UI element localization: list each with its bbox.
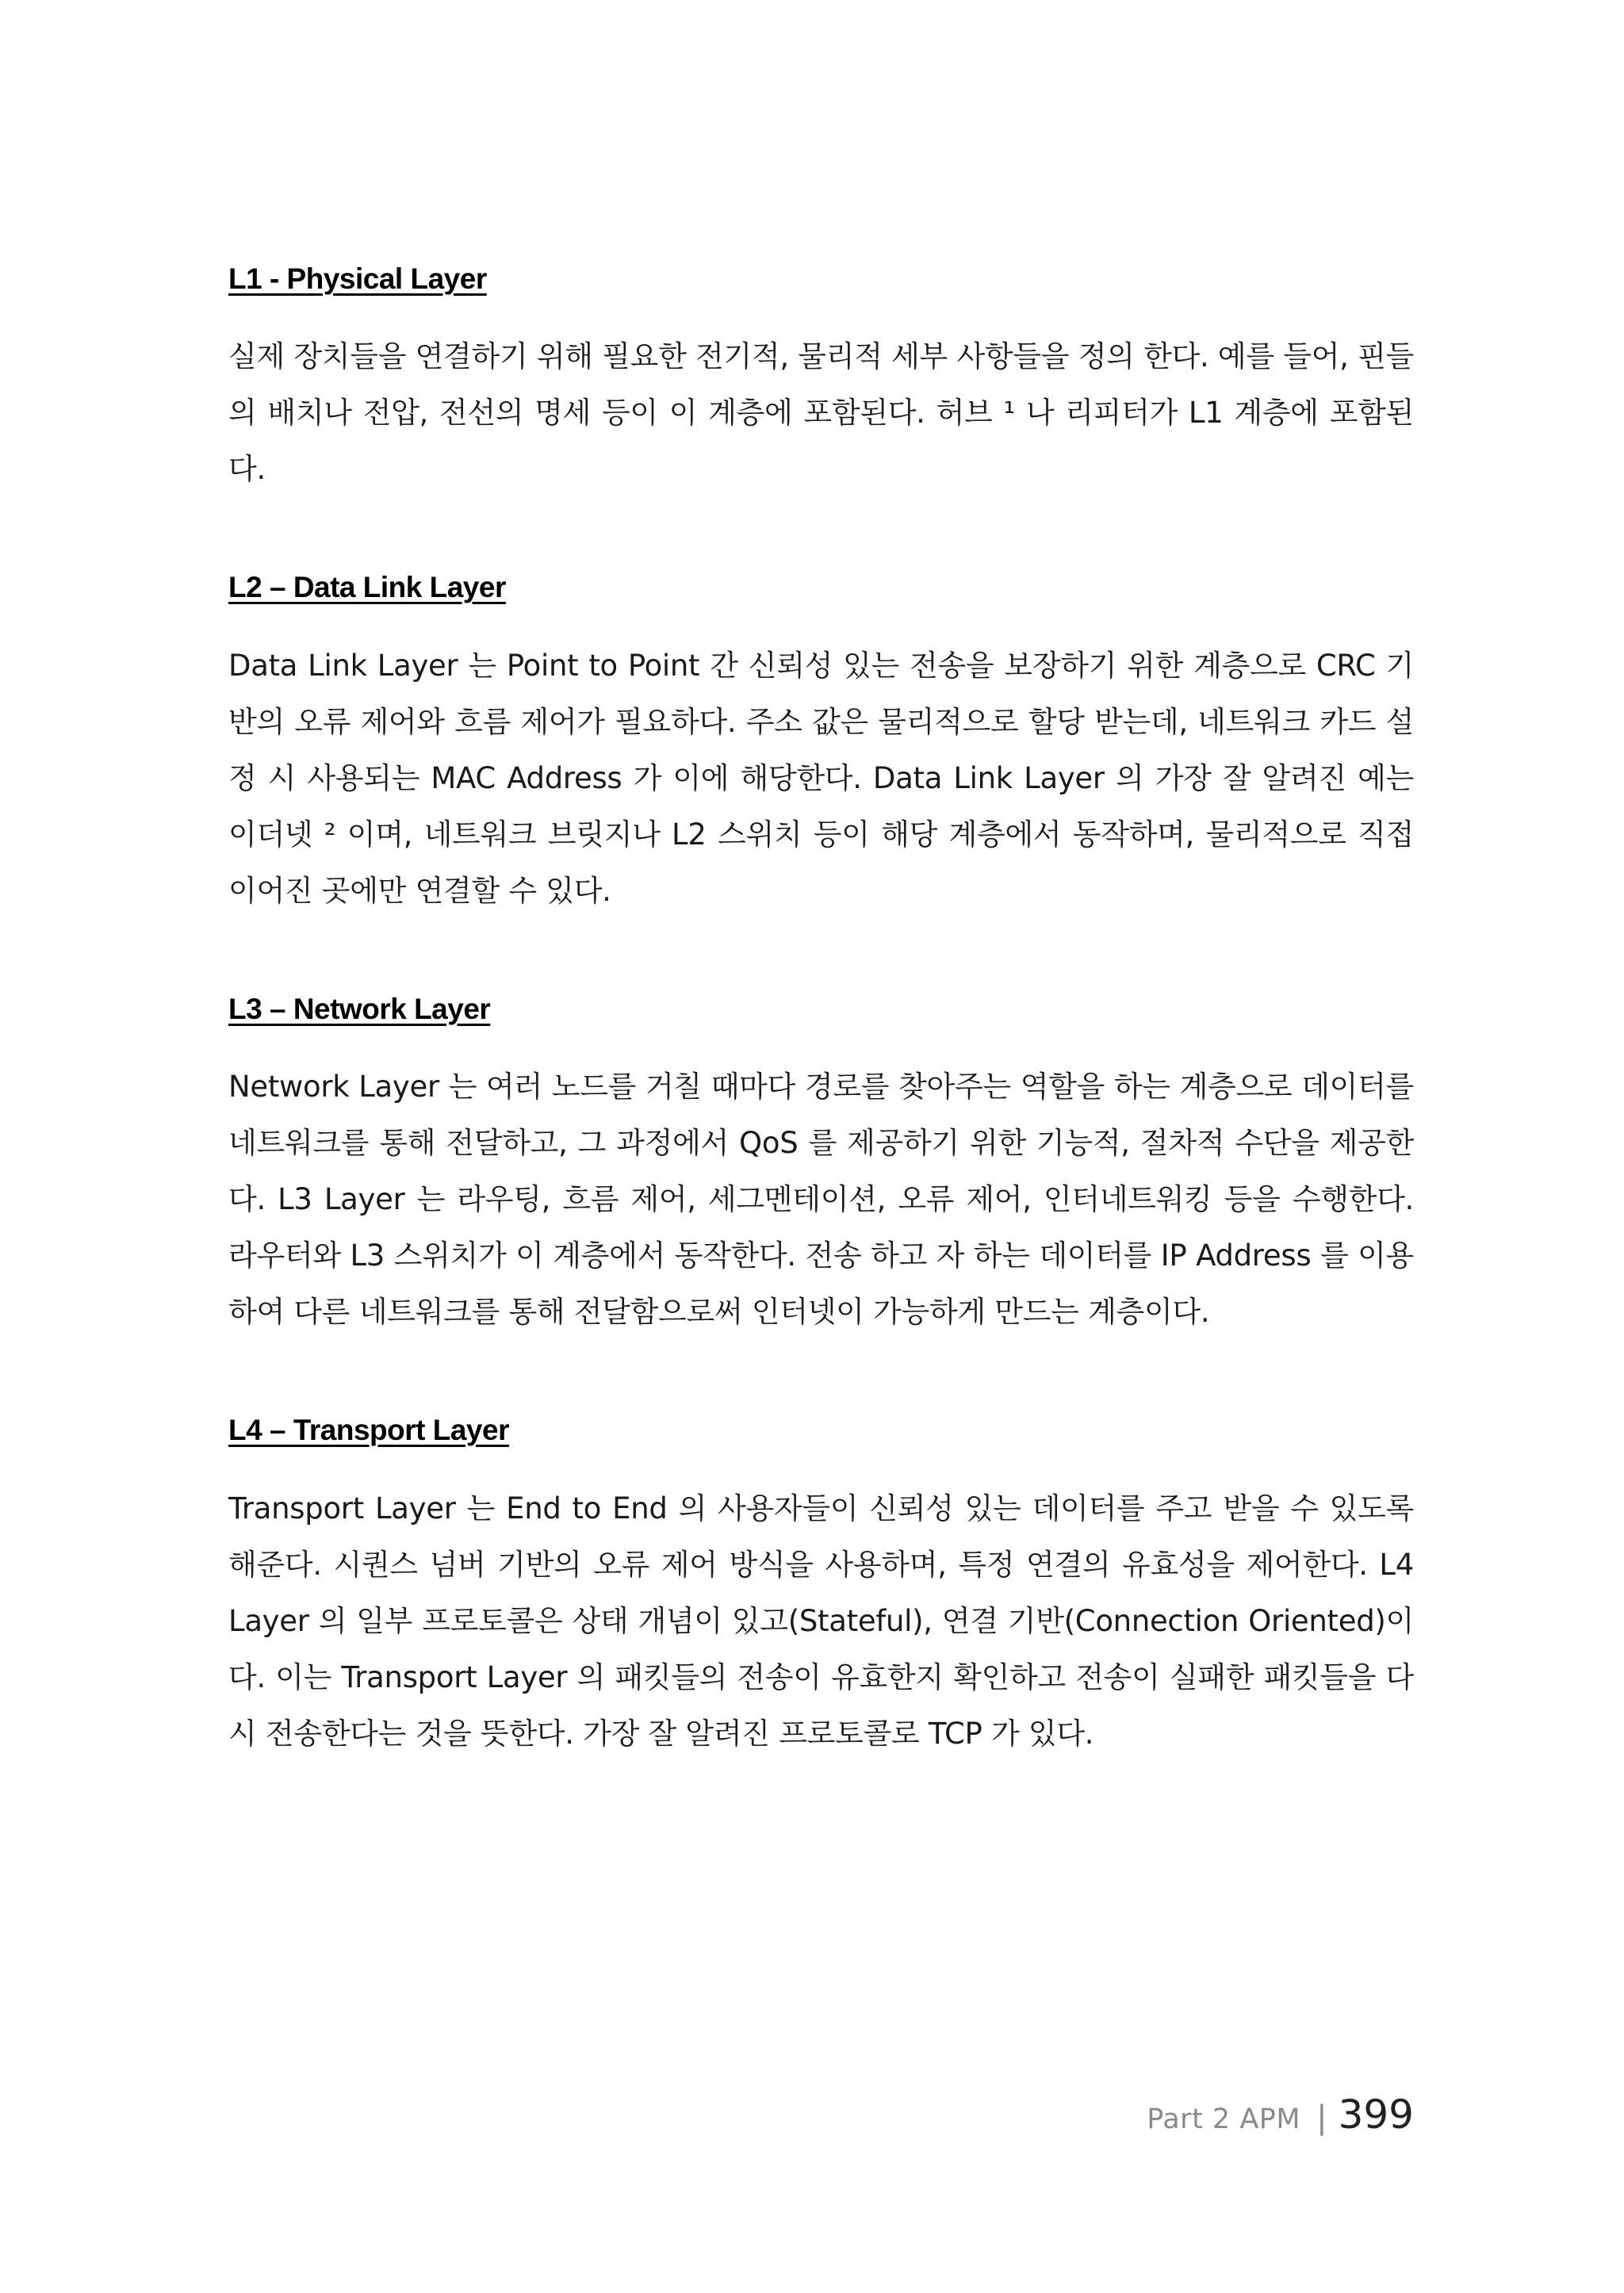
footer-separator: |	[1316, 2100, 1327, 2136]
section-l3-network-layer	[228, 992, 1414, 1340]
footer-label: Part 2 APM	[1147, 2104, 1301, 2135]
page-number: 399	[1338, 2092, 1414, 2138]
section-l1-physical-layer	[228, 262, 1414, 497]
section-body: Transport Layer 는 End to End 의 사용자들이 신뢰성 있는 데이터를 주고 받을 수 있도록 해준다. 시퀀스 넘버 기반의 오류 제어 방식을 사용하며, 특정 연결의 유효성을 제어한다. L4 Layer 의 일부 프로토콜은 상태 개념이 있고(Stateful), 연결 기반(Connection Oriented)이다. 이는 Transport Layer 의 패킷들의 전송이 유효한지 확인하고 전송이 실패한 패킷들을 다시 전송한다는 것을 뜻한다. 가장 잘 알려진 프로토콜로 TCP 가 있다.	[228, 1491, 1414, 1751]
section-body: 실제 장치들을 연결하기 위해 필요한 전기적, 물리적 세부 사항들을 정의 한다. 예를 들어, 핀들의 배치나 전압, 전선의 명세 등이 이 계층에 포함된다. 허브 ¹ 나 리피터가 L1 계층에 포함된다.	[228, 339, 1414, 487]
section-l2-data-link-layer	[228, 570, 1414, 918]
section-l4-transport-layer	[228, 1413, 1414, 1761]
page-footer	[793, 2092, 1414, 2138]
document-page	[228, 262, 1414, 1835]
section-heading: L2 – Data Link Layer	[228, 571, 506, 604]
section-heading: L1 - Physical Layer	[228, 262, 487, 295]
section-body: Data Link Layer 는 Point to Point 간 신뢰성 있는 전송을 보장하기 위한 계층으로 CRC 기반의 오류 제어와 흐름 제어가 필요하다. 주소 값은 물리적으로 할당 받는데, 네트워크 카드 설정 시 사용되는 MAC Address 가 이에 해당한다. Data Link Layer 의 가장 잘 알려진 예는 이더넷 ² 이며, 네트워크 브릿지나 L2 스위치 등이 해당 계층에서 동작하며, 물리적으로 직접 이어진 곳에만 연결할 수 있다.	[228, 648, 1414, 908]
section-body: Network Layer 는 여러 노드를 거칠 때마다 경로를 찾아주는 역할을 하는 계층으로 데이터를 네트워크를 통해 전달하고, 그 과정에서 QoS 를 제공하기 위한 기능적, 절차적 수단을 제공한다. L3 Layer 는 라우팅, 흐름 제어, 세그멘테이션, 오류 제어, 인터네트워킹 등을 수행한다. 라우터와 L3 스위치가 이 계층에서 동작한다. 전송 하고 자 하는 데이터를 IP Address 를 이용하여 다른 네트워크를 통해 전달함으로써 인터넷이 가능하게 만드는 계층이다.	[228, 1070, 1414, 1330]
section-heading: L3 – Network Layer	[228, 992, 491, 1025]
section-heading: L4 – Transport Layer	[228, 1414, 509, 1447]
